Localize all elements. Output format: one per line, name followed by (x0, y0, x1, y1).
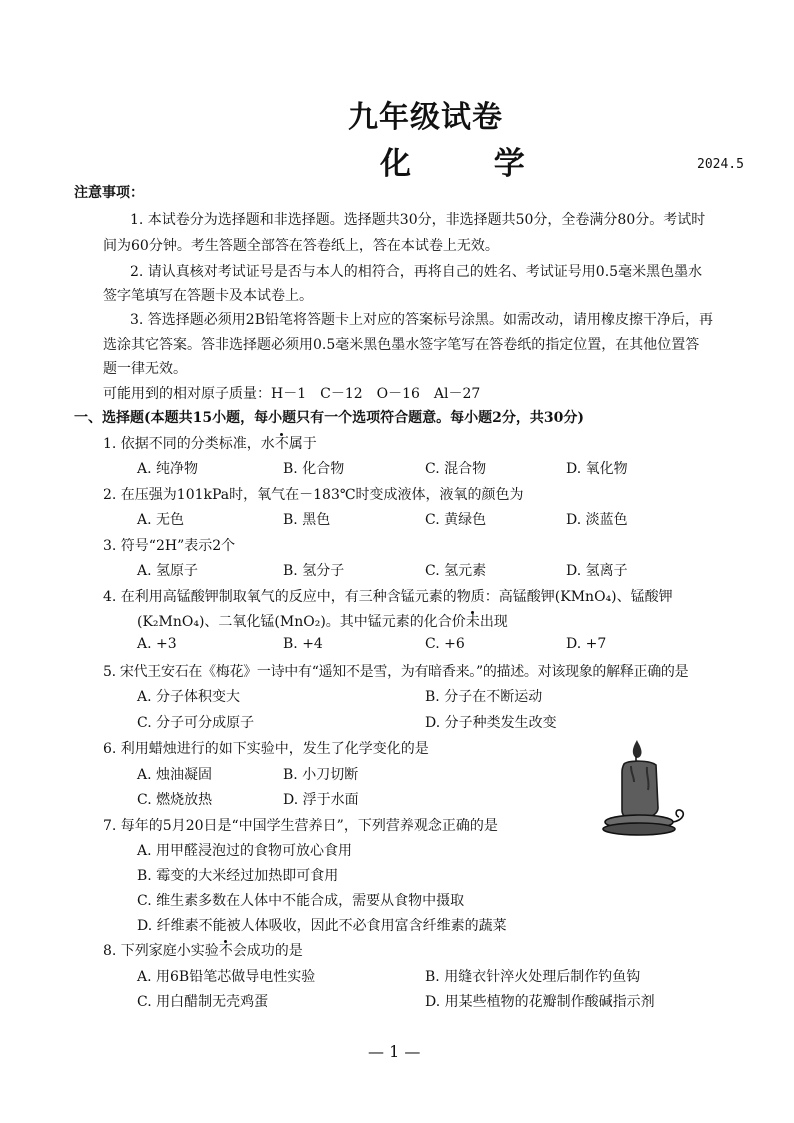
stem-text: 会成功的是 (232, 943, 303, 959)
question-6-option-d: D. 浮于水面 (283, 792, 359, 808)
question-2-option-c: C. 黄绿色 (425, 512, 487, 528)
note-2-line-1: 2. 请认真核对考试证号是否与本人的相符合，再将自己的姓名、考试证号用0.5毫米黑色墨水 (130, 264, 703, 280)
candle-body (622, 761, 658, 818)
question-1-option-b: B. 化合物 (283, 461, 345, 477)
question-4-option-d: D. +7 (566, 636, 607, 652)
page-number: — 1 — (368, 1042, 421, 1061)
notes-heading: 注意事项： (74, 185, 144, 201)
stem-text: (K₂MnO₄)、二氧化锰(MnO₂)。其中锰元素的化合价 (137, 614, 466, 630)
question-7-option-b: B. 霉变的大米经过加热即可食用 (137, 868, 339, 884)
candle-illustration (598, 738, 694, 838)
question-8-option-b: B. 用缝衣针淬火处理后制作钓鱼钩 (425, 969, 641, 985)
question-5-option-a: A. 分子体积变大 (137, 689, 241, 705)
question-3-option-a: A. 氢原子 (137, 563, 199, 579)
question-2-option-d: D. 淡蓝色 (566, 512, 628, 528)
question-1-stem (103, 433, 317, 453)
emphasis-char: 不 (218, 943, 233, 959)
exam-title: 九年级试卷 (348, 100, 503, 135)
note-1-line-1: 1. 本试卷分为选择题和非选择题。选择题共30分，非选择题共50分，全卷满分80分。考试时 (130, 212, 706, 228)
question-6-option-c: C. 燃烧放热 (137, 792, 213, 808)
question-7-option-d: D. 纤维素不能被人体吸收，因此不必食用富含纤维素的蔬菜 (137, 918, 507, 934)
question-8-option-c: C. 用白醋制无壳鸡蛋 (137, 994, 269, 1010)
question-4-option-c: C. +6 (425, 636, 465, 652)
subject-title: 化 学 (380, 146, 561, 182)
stem-text: 属于 (288, 436, 317, 452)
question-4-stem-line-1: 4. 在利用高锰酸钾制取氧气的反应中，有三种含锰元素的物质：高锰酸钾(KMnO₄)、锰酸钾 (103, 589, 673, 605)
question-5-option-d: D. 分子种类发生改变 (425, 715, 557, 731)
question-1-option-a: A. 纯净物 (137, 461, 199, 477)
question-8-option-a: A. 用6B铅笔芯做导电性实验 (137, 969, 316, 985)
question-7-option-a: A. 用甲醛浸泡过的食物可放心食用 (137, 843, 353, 859)
question-5-option-c: C. 分子可分成原子 (137, 715, 255, 731)
note-3-line-2: 选涂其它答案。答非选择题必须用0.5毫米黑色墨水签字笔写在答卷纸的指定位置，在其他位置答 (103, 337, 700, 353)
question-3-option-c: C. 氢元素 (425, 563, 487, 579)
candle-holder-base (603, 823, 675, 835)
candle-holder-handle (673, 810, 683, 822)
question-4-option-b: B. +4 (283, 636, 323, 652)
question-8-option-d: D. 用某些植物的花瓣制作酸碱指示剂 (425, 994, 655, 1010)
question-7-option-c: C. 维生素多数在人体中不能合成，需要从食物中摄取 (137, 893, 465, 909)
question-3-option-d: D. 氢离子 (566, 563, 628, 579)
question-8-stem (103, 940, 303, 960)
stem-text: 出现 (479, 614, 508, 630)
question-6-stem: 6. 利用蜡烛进行的如下实验中，发生了化学变化的是 (103, 741, 429, 757)
emphasis-char: 未 (465, 614, 480, 630)
candle-flame (633, 740, 642, 758)
question-6-option-b: B. 小刀切断 (283, 767, 359, 783)
note-2-line-2: 签字笔填写在答题卡及本试卷上。 (103, 288, 313, 304)
question-2-option-a: A. 无色 (137, 512, 185, 528)
question-7-stem: 7. 每年的5月20日是“中国学生营养日”，下列营养观念正确的是 (103, 818, 498, 834)
question-1-option-d: D. 氧化物 (566, 461, 628, 477)
question-4-stem-line-2 (137, 611, 508, 631)
note-3-line-1: 3. 答选择题必须用2B铅笔将答题卡上对应的答案标号涂黑。如需改动，请用橡皮擦干净后，再 (130, 312, 714, 328)
question-5-option-b: B. 分子在不断运动 (425, 689, 543, 705)
question-6-option-a: A. 烛油凝固 (137, 767, 213, 783)
note-3-line-3: 题一律无效。 (103, 361, 187, 377)
stem-text: 1. 依据不同的分类标准，水 (103, 436, 275, 452)
exam-date: 2024.5 (697, 157, 744, 172)
atomic-masses: 可能用到的相对原子质量：H－1 C－12 O－16 Al－27 (103, 386, 481, 402)
question-2-option-b: B. 黑色 (283, 512, 331, 528)
question-4-option-a: A. +3 (137, 636, 177, 652)
question-1-option-c: C. 混合物 (425, 461, 487, 477)
note-1-line-2: 间为60分钟。考生答题全部答在答卷纸上，答在本试卷上无效。 (103, 238, 499, 254)
question-5-stem: 5. 宋代王安石在《梅花》一诗中有“遥知不是雪，为有暗香来。”的描述。对该现象的解释正确的是 (103, 664, 689, 680)
section-1-heading: 一、选择题(本题共15小题，每小题只有一个选项符合题意。每小题2分，共30分) (74, 410, 584, 426)
question-3-option-b: B. 氢分子 (283, 563, 345, 579)
stem-text: 8. 下列家庭小实验 (103, 943, 219, 959)
emphasis-char: 不 (274, 436, 289, 452)
question-3-stem: 3. 符号“2H”表示2个 (103, 538, 236, 554)
question-2-stem: 2. 在压强为101kPa时，氧气在－183℃时变成液体，液氧的颜色为 (103, 487, 524, 503)
